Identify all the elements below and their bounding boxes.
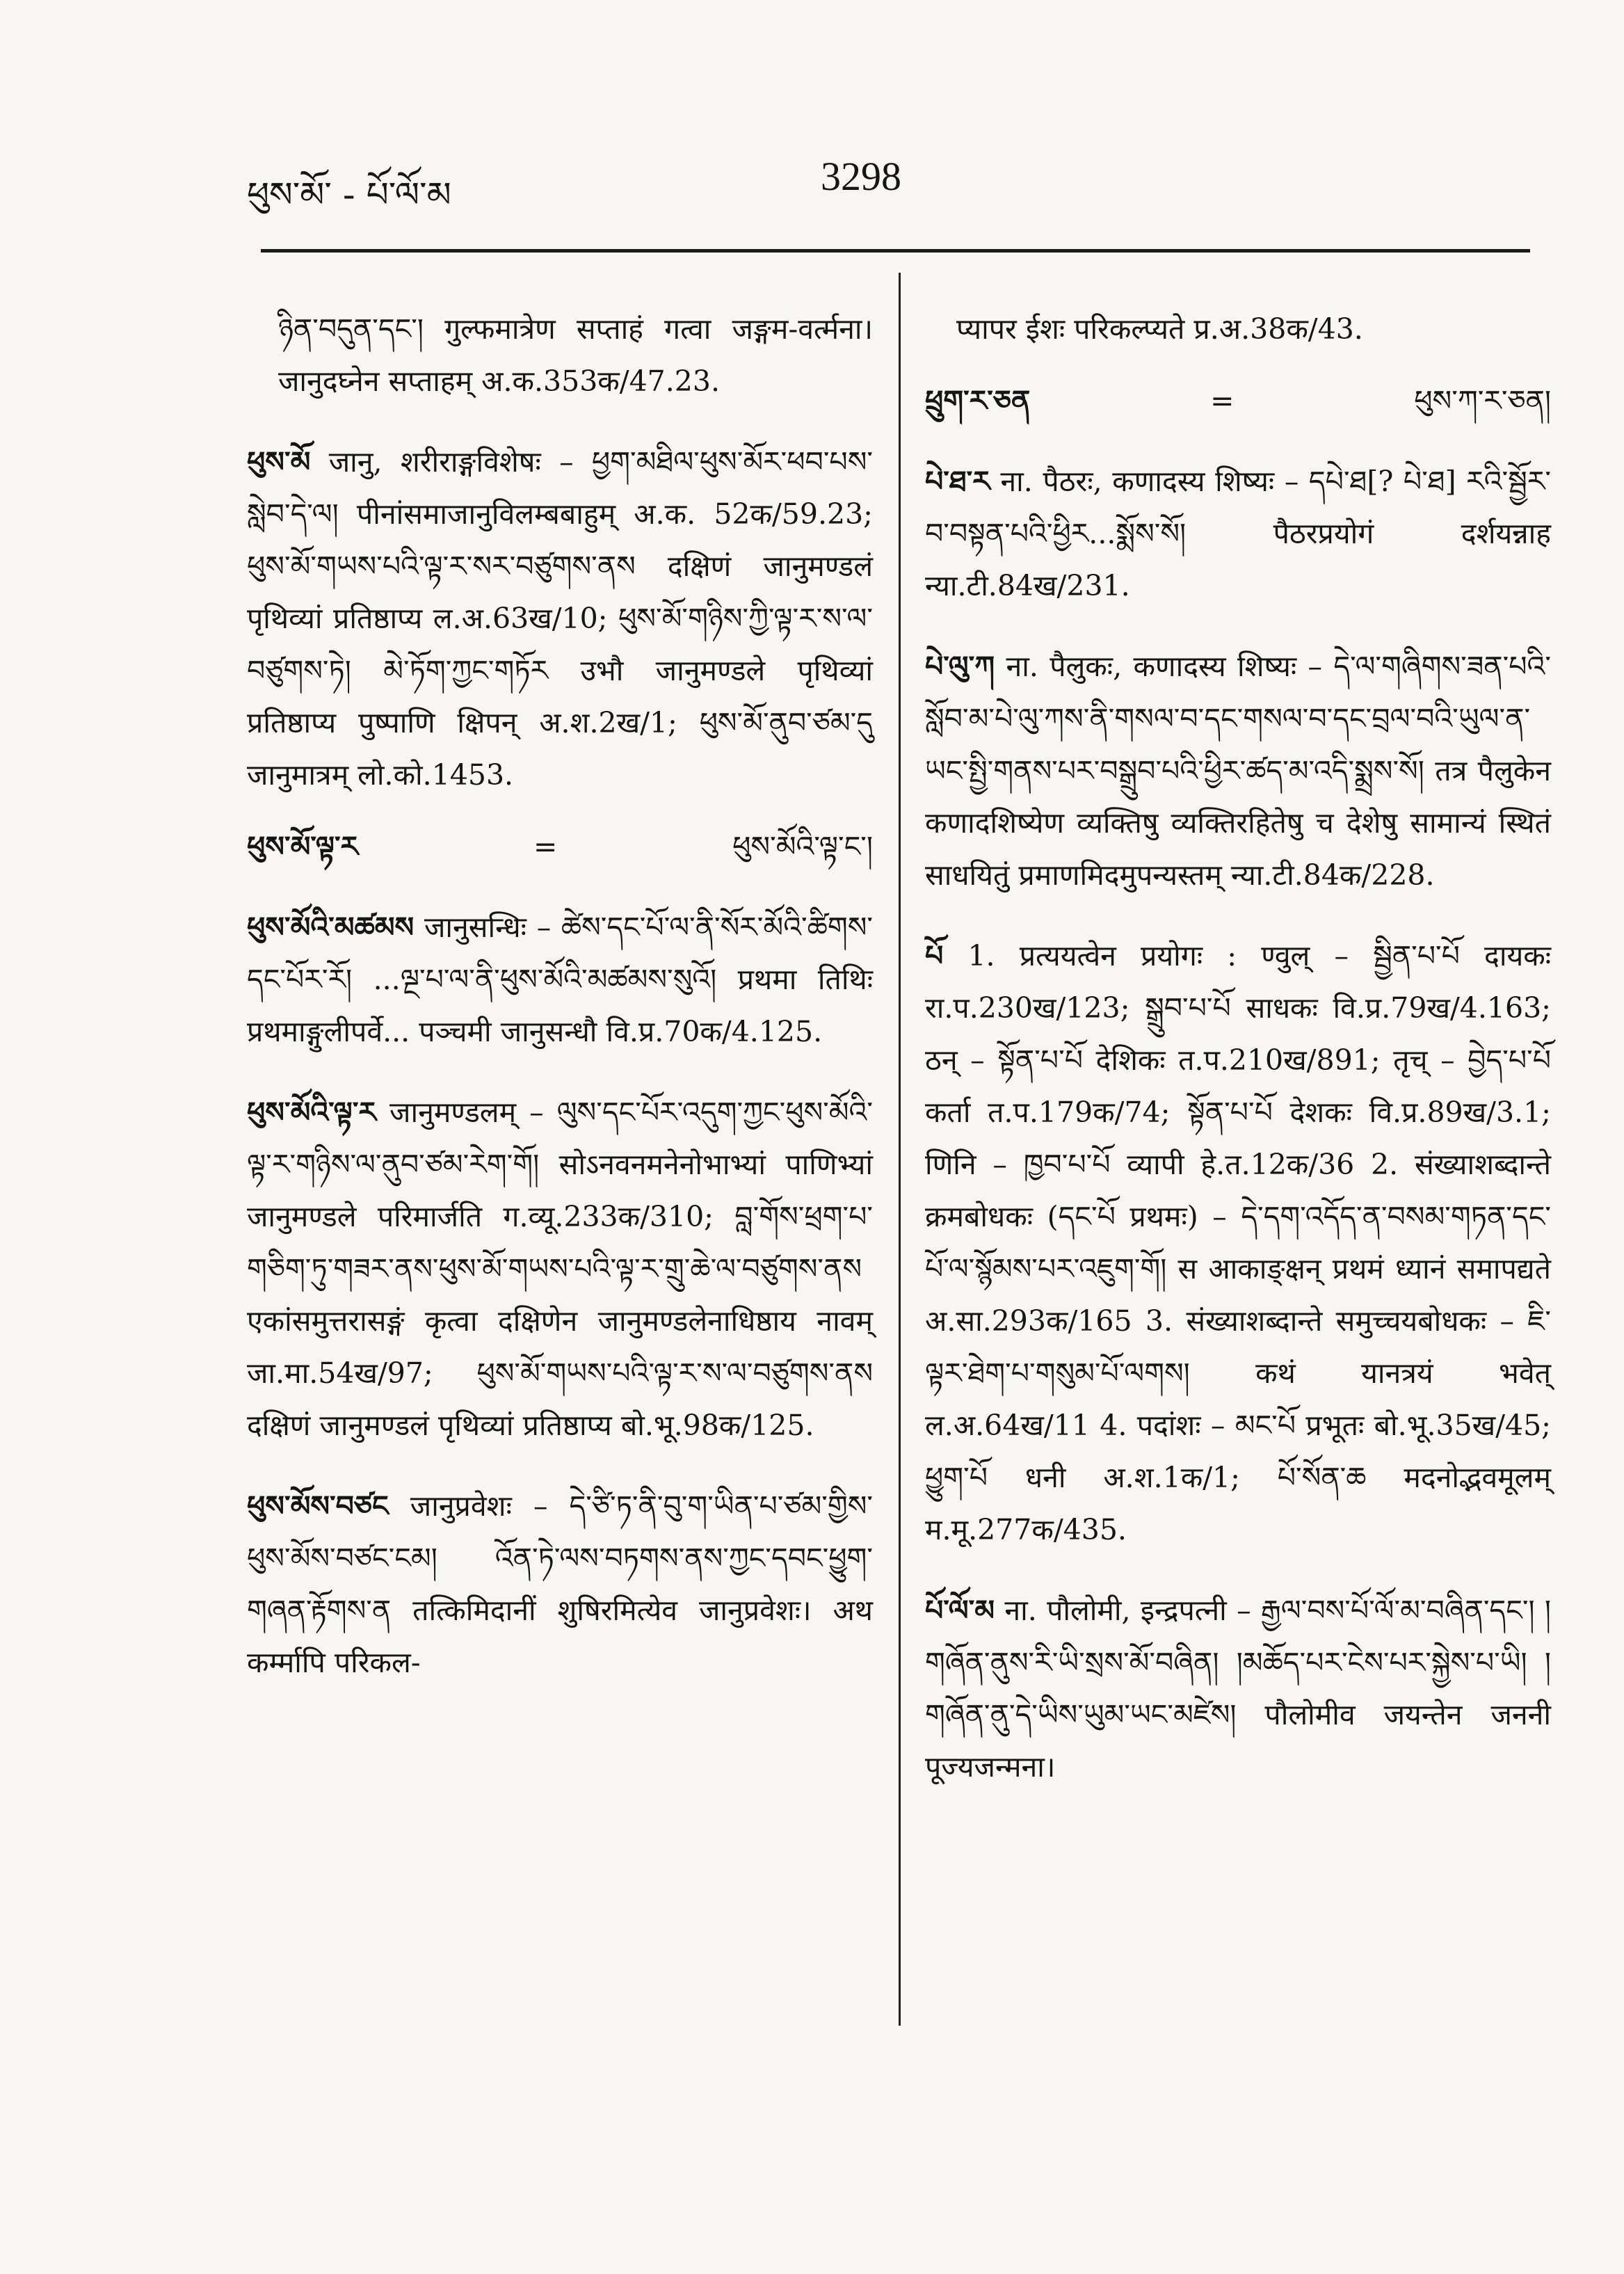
entry-headword: པེ་ཐ་ར xyxy=(925,465,990,498)
cross-reference-entry xyxy=(247,821,873,873)
entry-text: जानुप्रवेशः – དེ་ཙི་ཏ་ནི་བུ་ག་ཡིན་པ་ཙམ་གྱིས་ཕུས་མོས་བཙང་ངམ། འོན་ཏེ་ལས་བཏགས་ནས་ཀྱང་དབང་ཕྱུག་གཞན་རྟོགས་ན तत्किमिदानीं शुषिरमित्येव जानुप्रवेशः। अथ कर्म्मापि परिकल- xyxy=(247,1489,873,1679)
right-column xyxy=(925,275,1551,1813)
cross-reference-target: ཕུས་ཀ་ར་ཅན། xyxy=(1414,384,1551,417)
entry-continuation: प्यापर ईशः परिकल्प्यते प्र.अ.38क/43. xyxy=(956,312,1363,346)
entry-headword: ཕུས་མོ xyxy=(247,445,311,479)
dictionary-entry xyxy=(925,1585,1551,1793)
entry-headword: ཕུས་མོའི་ལྟ་ར xyxy=(247,1096,377,1129)
running-head: ཕུས་མོ་ - པོ་ལོ་མ xyxy=(247,175,451,215)
entry-continuation: ཉིན་བདུན་དང་། गुल्फमात्रेण सप्ताहं गत्वा जङ्गम-वर्त्मना। जानुदघ्नेन सप्ताहम् अ.क.353क/47.23. xyxy=(278,312,873,398)
entry-headword: ཕུས་མོའི་མཚམས xyxy=(247,911,415,944)
entry-text: ना. पैठरः, कणादस्य शिष्यः – དཔེ་ཐ[? པེ་ཐ] རའི་སྦྱོར་བ་བསྟན་པའི་ཕྱིར...སྨོས་སོ། पैठरप्रयोगं दर्शयन्नाह न्या.टी.84ख/231. xyxy=(925,465,1551,602)
entry-headword: ཕུས་མོ་ལྟ་ར xyxy=(247,830,359,863)
page-number: 3298 xyxy=(821,154,901,199)
entry-headword: པེ་ལུ་ཀ xyxy=(925,650,995,683)
dictionary-entry xyxy=(247,1480,873,1689)
entry-text: जानुमण्डलम् – ལུས་དང་པོར་འདུག་ཀྱང་ཕུས་མོའི་ལྟ་ར་གཉིས་ལ་ནུབ་ཙམ་རེག་གོ། सोऽनवनमनेनोभाभ्यां पाणिभ्यां जानुमण्डले परिमार्जति ग.व्यू.233क/310; བླ་གོས་ཕྲག་པ་གཅིག་ཏུ་གཟར་ནས་ཕུས་མོ་གཡས་པའི་ལྟ་ར་གྲུ་ཆེ་ལ་བཙུགས་ནས एकांसमुत्तरासङ्गं कृत्वा दक्षिणेन जानुमण्डलेनाधिष्ठाय नावम् जा.मा.54ख/97; ཕུས་མོ་གཡས་པའི་ལྟ་ར་ས་ལ་བཙུགས་ནས दक्षिणं जानुमण्डलं पृथिव्यां प्रतिष्ठाप्य बो.भू.98क/125. xyxy=(247,1096,873,1442)
dictionary-entry xyxy=(247,436,873,801)
entry-text: जानुसन्धिः – ཚེས་དང་པོ་ལ་ནི་སོར་མོའི་ཚིགས་དང་པོར་རོ། ...ལྔ་པ་ལ་ནི་ཕུས་མོའི་མཚམས་སུའོ། प्रथमा तिथिः प्रथमाङ्गुलीपर्वे... पञ्चमी जानुसन्धौ वि.प्र.70क/4.125. xyxy=(247,911,873,1048)
dictionary-entry xyxy=(925,930,1551,1556)
cross-reference-entry xyxy=(925,375,1551,427)
entry-text: ना. पौलोमी, इन्द्रपत्नी – རྒྱལ་བས་པོ་ལོ་མ་བཞིན་དང་། །གཞོན་ནུས་རི་ཡི་སྲས་མོ་བཞིན། །མཆོད་པར་ངེས་པར་སྐྱེས་པ་ཡི། །གཞོན་ནུ་དེ་ཡིས་ཡུམ་ཡང་མཛེས། पौलोमीव जयन्तेन जननी पूज्यजन्मना। xyxy=(925,1594,1551,1784)
entry-headword: པོ་ལོ་མ xyxy=(925,1594,995,1627)
entry-headword: ཕུས་མོས་བཙང xyxy=(247,1489,389,1523)
header-rule xyxy=(261,249,1530,253)
cross-reference-target: ཕུས་མོའི་ལྟ་ང་། xyxy=(732,830,873,863)
equals-sign: = xyxy=(533,830,558,863)
entry-text: ना. पैलुकः, कणादस्य शिष्यः – དེ་ལ་གཞིགས་ཟན་པའི་སློབ་མ་པེ་ལུ་ཀས་ནི་གསལ་བ་དང་གསལ་བ་དང་བྲལ་བའི་ཡུལ་ན་ཡང་སྤྱི་གནས་པར་བསྒྲུབ་པའི་ཕྱིར་ཚད་མ་འདི་སྨྲས་སོ། तत्र पैलुकेन कणादशिष्येण व्यक्तिषु व्यक्तिरहितेषु च देशेषु सामान्यं स्थितं साधयितुं प्रमाणमिदमुपन्यस्तम् न्या.टी.84क/228. xyxy=(925,650,1551,892)
dictionary-entry xyxy=(925,456,1551,612)
left-column xyxy=(247,275,873,1708)
equals-sign: = xyxy=(1210,384,1235,417)
column-divider xyxy=(899,273,901,2026)
entry-text: 1. प्रत्ययत्वेन प्रयोगः : ण्वुल् – སྦྱིན་པ་པོ दायकः रा.प.230ख/123; སྒྲུབ་པ་པོ साधकः वि.प्र.79ख/4.163; ठन् – སྟོན་པ་པོ देशिकः त.प.210ख/891; तृच् – བྱེད་པ་པོ कर्ता त.प.179क/74; སྟོན་པ་པོ देशकः वि.प्र.89ख/3.1; णिनि – ཁྱབ་པ་པོ व्यापी हे.त.12क/36 2. संख्याशब्दान्ते क्रमबोधकः (དང་པོ प्रथमः) – དེ་དག་འདོད་ན་བསམ་གཏན་དང་པོ་ལ་སྙོམས་པར་འཇུག་གོ། स आकाङ्क्षन् प्रथमं ध्यानं समापद्यते अ.सा.293क/165 3. संख्याशब्दान्ते समुच्चयबोधकः – ཇི་ལྟར་ཐེག་པ་གསུམ་པོ་ལགས། कथं यानत्रयं भवेत् ल.अ.64ख/11 4. पदांशः – མང་པོ प्रभूतः बो.भू.35ख/45; ཕྱུག་པོ धनी अ.श.1क/1; པོ་སོན་ཆ मदनोद्भवमूलम् म.मू.277क/435. xyxy=(925,939,1551,1546)
dictionary-entry xyxy=(925,641,1551,902)
entry-headword: པོ xyxy=(925,939,944,972)
entry-text: जानु, शरीराङ्गविशेषः – ཕྱག་མཐིལ་ཕུས་མོར་ཕབ་པས་སླེབ་དེ་ལ། पीनांसमाजानुविलम्बबाहुम् अ.क. 52क/59.23; ཕུས་མོ་གཡས་པའི་ལྟ་ར་སར་བཙུགས་ནས दक्षिणं जानुमण्डलं पृथिव्यां प्रतिष्ठाप्य ल.अ.63ख/10; ཕུས་མོ་གཉིས་ཀྱི་ལྟ་ར་ས་ལ་བཙུགས་ཏེ། མེ་ཏོག་ཀྱང་གཏོར उभौ जानुमण्डले पृथिव्यां प्रतिष्ठाप्य पुष्पाणि क्षिपन् अ.श.2ख/1; ཕུས་མོ་ནུབ་ཙམ་དུ जानुमात्रम् लो.को.1453. xyxy=(247,445,873,792)
entry-headword: ཕྲུག་ར་ཅན xyxy=(925,384,1031,417)
dictionary-entry xyxy=(247,902,873,1058)
dictionary-entry xyxy=(247,1087,873,1452)
